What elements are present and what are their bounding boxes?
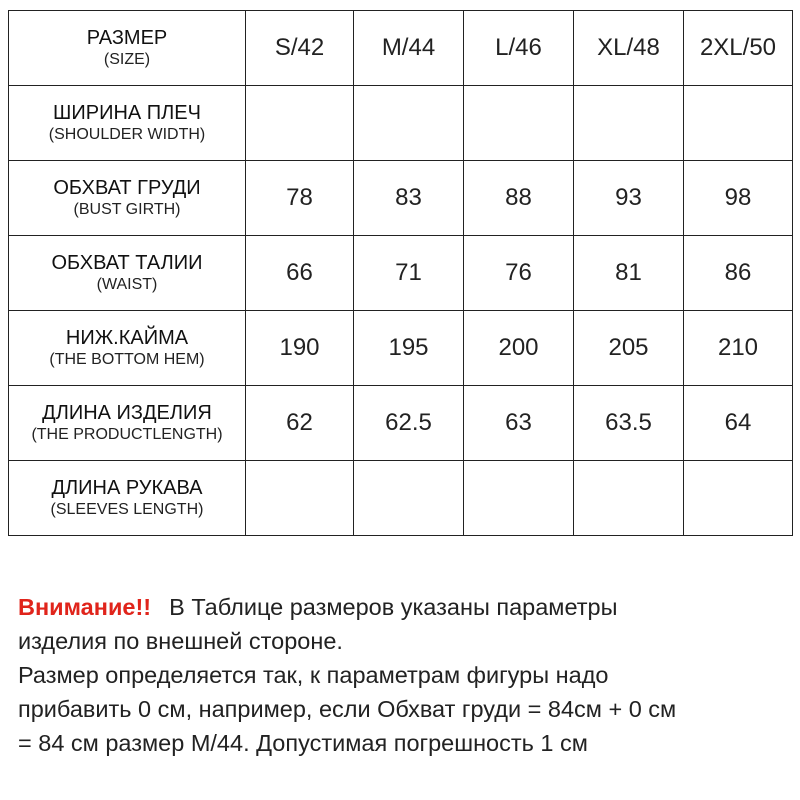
cell-value: 83 (395, 184, 422, 211)
cell-value: 63 (505, 409, 532, 436)
table-cell (684, 161, 793, 236)
size-header-cell (574, 11, 684, 86)
row-label-ru: НИЖ.КАЙМА (65, 327, 189, 349)
table-cell (574, 236, 684, 311)
table-cell (246, 311, 354, 386)
table-cell (354, 311, 464, 386)
table-cell (574, 386, 684, 461)
table-cell (464, 461, 574, 536)
table-cell (354, 86, 464, 161)
warning-label: Внимание!! (18, 594, 152, 620)
size-header: XL/48 (597, 34, 660, 61)
table-cell (574, 161, 684, 236)
size-header: L/46 (495, 34, 542, 61)
cell-value: 210 (717, 334, 759, 361)
row-label-ru: ОБХВАТ ГРУДИ (53, 177, 201, 199)
table-cell (684, 311, 793, 386)
cell-value: 64 (724, 409, 752, 436)
table-cell (246, 386, 354, 461)
size-header-cell (246, 11, 354, 86)
cell-value: 205 (608, 334, 649, 361)
cell-value: 78 (286, 184, 313, 211)
table-row-product-length (9, 386, 793, 461)
table-cell (684, 461, 793, 536)
table-cell (464, 86, 574, 161)
row-label-cell (9, 236, 246, 311)
row-label-cell (9, 161, 246, 236)
table-row-bust-girth (9, 161, 793, 236)
cell-value: 200 (498, 334, 539, 361)
cell-value: 71 (395, 259, 422, 286)
table-cell (246, 86, 354, 161)
cell-value: 81 (615, 259, 642, 286)
row-label-en: (THE PRODUCTLENGTH) (31, 426, 223, 443)
table-cell (246, 461, 354, 536)
table-cell (574, 86, 684, 161)
row-label-ru: ДЛИНА РУКАВА (51, 477, 203, 499)
table-cell (354, 236, 464, 311)
cell-value: 62 (286, 409, 313, 436)
note-text: В Таблице размеров указаны параметры (169, 594, 618, 620)
cell-value: 195 (388, 334, 429, 361)
row-label-cell (9, 311, 246, 386)
cell-value: 76 (505, 259, 532, 286)
size-header: 2XL/50 (699, 34, 777, 61)
table-cell (354, 461, 464, 536)
table-cell (464, 311, 574, 386)
table-row-bottom-hem (9, 311, 793, 386)
size-header-cell (464, 11, 574, 86)
cell-value: 93 (615, 184, 642, 211)
row-label-en: (WAIST) (96, 276, 158, 293)
row-label-ru: ДЛИНА ИЗДЕЛИЯ (42, 402, 212, 424)
table-header-row (9, 11, 793, 86)
size-label-en: (SIZE) (103, 51, 151, 68)
row-label-ru: ОБХВАТ ТАЛИИ (51, 252, 203, 274)
note-line (18, 590, 788, 624)
size-header: M/44 (381, 34, 436, 61)
size-label-ru: РАЗМЕР (86, 27, 168, 49)
table-cell (246, 236, 354, 311)
table-cell (464, 161, 574, 236)
note-line: прибавить 0 см, например, если Обхват груди = 84см + 0 см (18, 696, 677, 722)
size-header-cell (684, 11, 793, 86)
table-cell (246, 161, 354, 236)
cell-value: 88 (505, 184, 532, 211)
table-row-waist (9, 236, 793, 311)
cell-value: 63.5 (605, 409, 652, 436)
row-label-cell (9, 86, 246, 161)
note-line: = 84 см размер M/44. Допустимая погрешность 1 см (18, 730, 588, 756)
cell-value: 86 (724, 259, 752, 286)
row-label-cell (9, 461, 246, 536)
table-cell (684, 386, 793, 461)
note-line: изделия по внешней стороне. (18, 628, 343, 654)
table-cell (464, 236, 574, 311)
cell-value: 62.5 (385, 409, 432, 436)
row-label-en: (BUST GIRTH) (73, 201, 181, 218)
row-label-ru: ШИРИНА ПЛЕЧ (53, 102, 201, 124)
cell-value: 66 (286, 259, 313, 286)
note-line: Размер определяется так, к параметрам фигуры надо (18, 662, 609, 688)
table-cell (684, 86, 793, 161)
table-row-shoulder-width (9, 86, 793, 161)
table-cell (464, 386, 574, 461)
table-cell (354, 161, 464, 236)
table-row-sleeves-length (9, 461, 793, 536)
size-header-cell (354, 11, 464, 86)
row-label-en: (SLEEVES LENGTH) (50, 501, 204, 518)
row-label-en: (SHOULDER WIDTH) (48, 126, 206, 143)
table-cell (354, 386, 464, 461)
table-cell (574, 461, 684, 536)
sizing-note (18, 590, 788, 760)
size-chart-table (8, 10, 793, 536)
table-cell (574, 311, 684, 386)
size-label-cell (9, 11, 246, 86)
cell-value: 98 (724, 184, 752, 211)
cell-value: 190 (279, 334, 320, 361)
size-header: S/42 (274, 34, 325, 61)
table-cell (684, 236, 793, 311)
row-label-cell (9, 386, 246, 461)
row-label-en: (THE BOTTOM HEM) (49, 351, 205, 368)
